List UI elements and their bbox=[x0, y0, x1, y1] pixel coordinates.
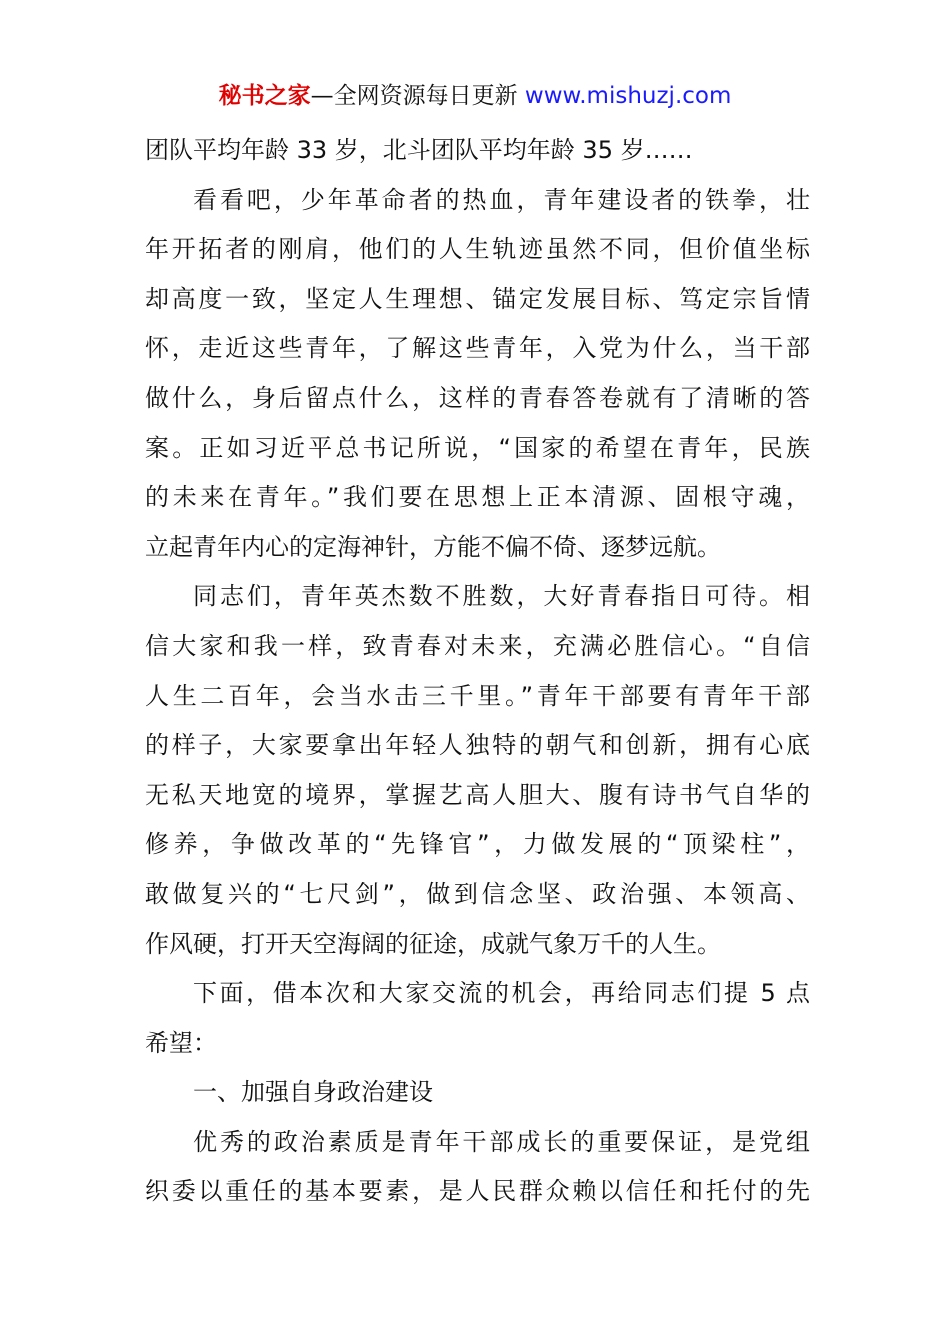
text-line: 敢做复兴的“七尺剑”，做到信念坚、政治强、本领高、 bbox=[145, 879, 810, 908]
text-line: 团队平均年龄 33 岁，北斗团队平均年龄 35 岁…… bbox=[145, 136, 693, 164]
text-line: 做什么，身后留点什么，这样的青春答卷就有了清晰的答 bbox=[145, 383, 810, 412]
document-body bbox=[145, 126, 810, 1217]
text-line: 修养，争做改革的“先锋官”，力做发展的“顶梁柱”， bbox=[145, 830, 810, 859]
text-line: 作风硬，打开天空海阔的征途，成就气象万千的人生。 bbox=[145, 929, 721, 958]
text-line: 人生二百年，会当水击三千里。”青年干部要有青年干部 bbox=[145, 681, 810, 710]
text-line: 无私天地宽的境界，掌握艺高人胆大、腹有诗书气自华的 bbox=[145, 780, 810, 809]
site-link[interactable]: www.mishuzj.com bbox=[524, 83, 732, 109]
text-line: 的样子，大家要拿出年轻人独特的朝气和创新，拥有心底 bbox=[145, 731, 810, 760]
text-line: 的未来在青年。”我们要在思想上正本清源、固根守魂， bbox=[145, 483, 810, 512]
text-line: 希望： bbox=[145, 1028, 217, 1057]
text-line: 却高度一致，坚定人生理想、锚定发展目标、笃定宗旨情 bbox=[145, 284, 810, 313]
brand-name: 秘书之家 bbox=[218, 83, 311, 109]
text-line: 怀，走近这些青年，了解这些青年，入党为什么，当干部 bbox=[145, 334, 810, 363]
text-line: 优秀的政治素质是青年干部成长的重要保证，是党组 bbox=[193, 1127, 810, 1156]
text-line: 下面，借本次和大家交流的机会，再给同志们提 5 点 bbox=[193, 979, 810, 1008]
text-line: 立起青年内心的定海神针，方能不偏不倚、逐梦远航。 bbox=[145, 532, 721, 561]
header-tagline: —全网资源每日更新 bbox=[310, 83, 525, 109]
text-line: 同志们，青年英杰数不胜数，大好青春指日可待。相 bbox=[193, 582, 810, 611]
text-line: 年开拓者的刚肩，他们的人生轨迹虽然不同，但价值坐标 bbox=[145, 235, 810, 264]
text-line: 一、加强自身政治建设 bbox=[193, 1078, 433, 1107]
text-line: 织委以重任的基本要素，是人民群众赖以信任和托付的先 bbox=[145, 1177, 810, 1206]
text-line: 信大家和我一样，致青春对未来，充满必胜信心。“自信 bbox=[145, 631, 810, 660]
page-header bbox=[0, 80, 950, 112]
text-line: 案。正如习近平总书记所说，“国家的希望在青年，民族 bbox=[145, 433, 810, 462]
text-line: 看看吧，少年革命者的热血，青年建设者的铁拳，壮 bbox=[193, 185, 810, 214]
